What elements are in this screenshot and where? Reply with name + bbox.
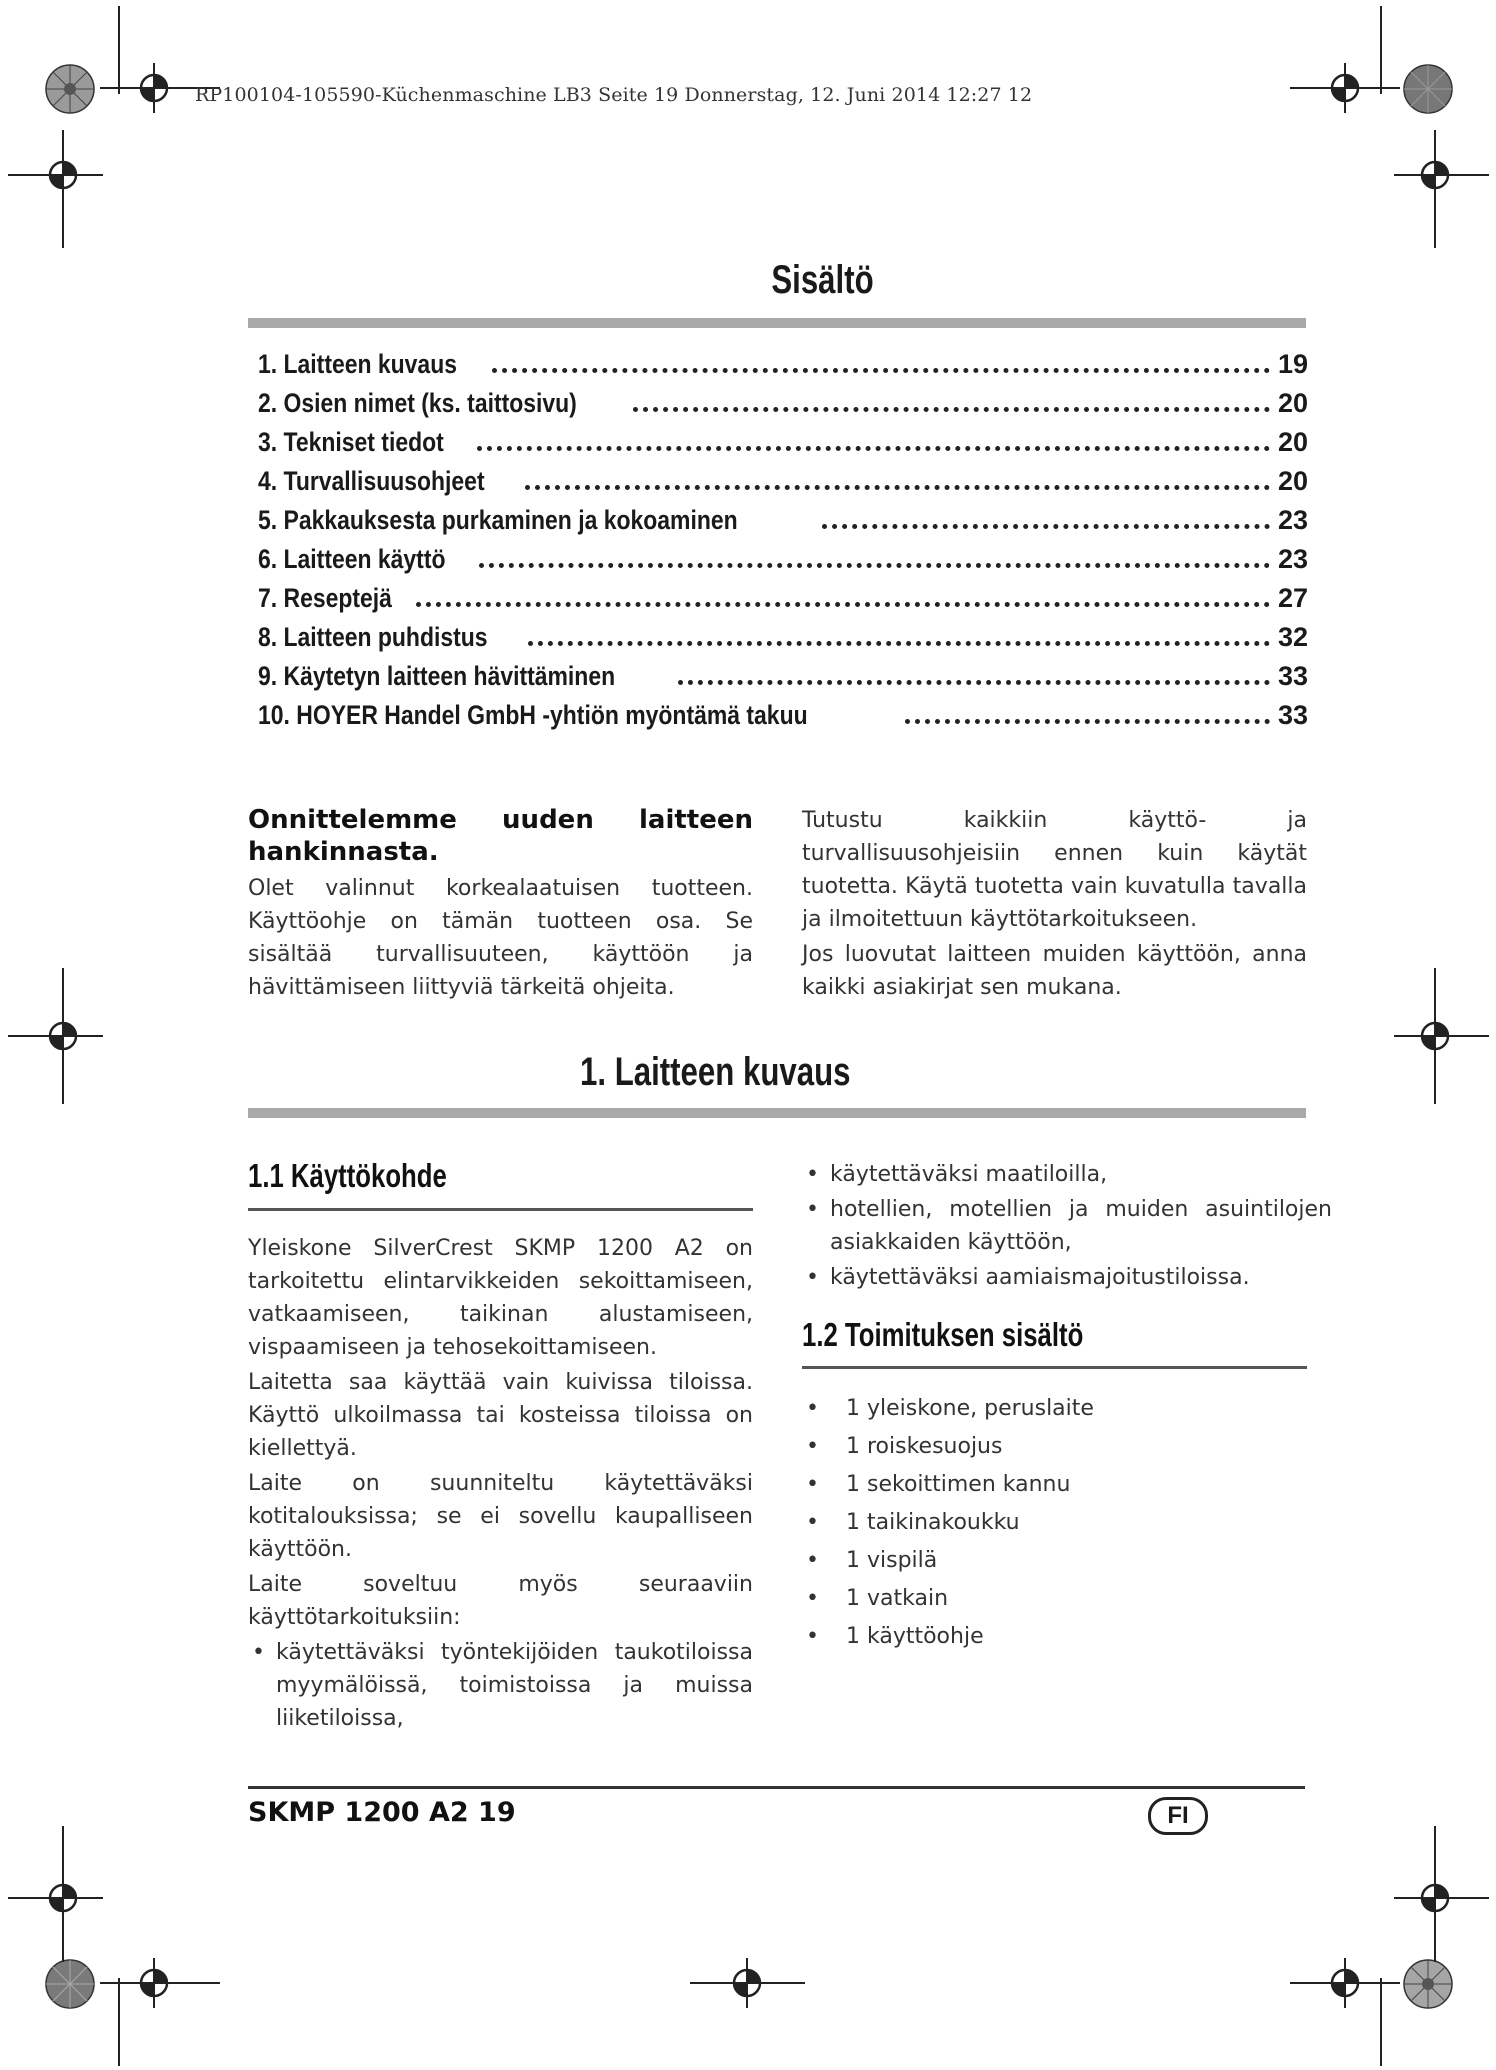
toc-entry-page: 33 — [1277, 661, 1308, 691]
toc-entry-label: 5. Pakkauksesta purkaminen ja kokoaminen — [258, 505, 738, 535]
usage-bullet-list — [802, 1158, 1332, 1294]
trim-line — [118, 1978, 120, 2066]
intro-right-column — [802, 804, 1307, 1006]
list-item: • 1 käyttöohje — [802, 1620, 1307, 1654]
toc-entry[interactable] — [258, 661, 1308, 700]
list-item: • 1 vatkain — [802, 1582, 1307, 1616]
trim-line — [8, 1897, 103, 1899]
trim-line — [8, 174, 103, 176]
list-item: • 1 roiskesuojus — [802, 1430, 1307, 1464]
toc-entry-page: 20 — [1277, 388, 1308, 418]
toc-entry-label: 6. Laitteen käyttö — [258, 544, 446, 574]
trim-line — [1380, 1978, 1382, 2066]
intro-heading: Onnittelemme uuden laitteen hankinnasta. — [248, 805, 753, 867]
list-item: • hotellien, motellien ja muiden asuintilojen asiakkaiden käyttöön, — [802, 1193, 1332, 1259]
subsection-1-1-continued — [802, 1158, 1332, 1296]
color-wheel-mark-top-right — [1402, 63, 1454, 115]
toc-title: Sisältö — [771, 258, 874, 302]
list-item: • 1 vispilä — [802, 1544, 1307, 1578]
intro-left-column — [248, 804, 753, 1006]
color-wheel-mark-bottom-right — [1402, 1958, 1454, 2010]
list-item: • käytettäväksi maatiloilla, — [802, 1158, 1332, 1191]
toc-entry-label: 2. Osien nimet (ks. taittosivu) — [258, 388, 577, 418]
toc-entry[interactable] — [258, 466, 1308, 505]
toc-leader-dots — [528, 641, 1270, 646]
toc-entry-page: 32 — [1277, 622, 1308, 652]
toc-entry[interactable] — [258, 583, 1308, 622]
delivery-contents — [802, 1392, 1307, 1658]
trim-line — [1290, 87, 1400, 89]
trim-line — [1394, 174, 1489, 176]
toc-entry-label: 1. Laitteen kuvaus — [258, 349, 457, 379]
delivery-contents-list — [802, 1392, 1307, 1654]
toc-entry-label: 4. Turvallisuusohjeet — [258, 466, 485, 496]
list-item: • 1 taikinakoukku — [802, 1506, 1307, 1540]
toc-entry[interactable] — [258, 544, 1308, 583]
body-paragraph: Laitetta saa käyttää vain kuivissa tiloissa. Käyttö ulkoilmassa tai kosteissa tiloissa on kiellettyä. — [248, 1370, 753, 1461]
trim-line — [8, 1035, 103, 1037]
footer-rule — [248, 1786, 1305, 1789]
subsection-1-1-body — [248, 1232, 753, 1737]
trim-line — [690, 1982, 805, 1984]
list-item: • 1 sekoittimen kannu — [802, 1468, 1307, 1502]
toc-entry[interactable] — [258, 505, 1308, 544]
toc-leader-dots — [492, 368, 1270, 373]
intro-paragraph: Olet valinnut korkealaatuisen tuotteen. Käyttöohje on tämän tuotteen osa. Se sisältää turvallisuuteen, käyttöön ja hävittämiseen liittyviä tärkeitä ohjeita. — [248, 876, 753, 1000]
table-of-contents — [258, 349, 1308, 739]
toc-entry-label: 10. HOYER Handel GmbH -yhtiön myöntämä takuu — [258, 700, 808, 730]
body-paragraph: Yleiskone SilverCrest SKMP 1200 A2 on tarkoitettu elintarvikkeiden sekoittamiseen, vatkaamiseen, taikinan alustamiseen, vispaamiseen ja tehosekoittamiseen. — [248, 1236, 753, 1360]
toc-entry-page: 23 — [1277, 505, 1308, 535]
toc-entry[interactable] — [258, 427, 1308, 466]
intro-paragraph: Tutustu kaikkiin käyttö- ja turvallisuusohjeisiin ennen kuin käytät tuotetta. Käytä tuotetta vain kuvatulla tavalla ja ilmoitettuun käyttötarkoitukseen. — [802, 808, 1307, 932]
section-title: 1. Laitteen kuvaus — [580, 1050, 851, 1094]
toc-leader-dots — [416, 602, 1270, 607]
trim-line — [1394, 1035, 1489, 1037]
trim-line — [1394, 1897, 1489, 1899]
toc-leader-dots — [525, 485, 1270, 490]
toc-entry[interactable] — [258, 388, 1308, 427]
footer-model-page: SKMP 1200 A2 19 — [248, 1797, 516, 1828]
toc-entry[interactable] — [258, 622, 1308, 661]
language-badge: FI — [1148, 1797, 1208, 1835]
subsection-title-1-2: 1.2 Toimituksen sisältö — [802, 1316, 1084, 1353]
toc-entry-page: 20 — [1277, 466, 1308, 496]
toc-leader-dots — [479, 563, 1270, 568]
usage-bullet-list — [248, 1636, 753, 1735]
subsection-title-1-1: 1.1 Käyttökohde — [248, 1157, 447, 1194]
trim-line — [62, 1826, 64, 1962]
trim-line — [1380, 6, 1382, 94]
list-item: • käytettäväksi työntekijöiden taukotiloissa myymälöissä, toimistoissa ja muissa liiketiloissa, — [248, 1636, 753, 1735]
toc-entry[interactable] — [258, 349, 1308, 388]
toc-entry-page: 27 — [1277, 583, 1308, 613]
subsection-underline — [802, 1366, 1307, 1369]
toc-entry-label: 9. Käytetyn laitteen hävittäminen — [258, 661, 616, 691]
toc-leader-dots — [678, 680, 1270, 685]
list-item: • käytettäväksi aamiaismajoitustiloissa. — [802, 1261, 1332, 1294]
toc-entry-label: 8. Laitteen puhdistus — [258, 622, 488, 652]
subsection-underline — [248, 1208, 753, 1211]
body-paragraph: Laite soveltuu myös seuraaviin käyttötarkoituksiin: — [248, 1572, 753, 1630]
color-wheel-mark-bottom-left — [44, 1958, 96, 2010]
trim-line — [118, 6, 120, 94]
trim-line — [1290, 1982, 1400, 1984]
trim-line — [62, 130, 64, 248]
toc-entry-label: 3. Tekniset tiedot — [258, 427, 444, 457]
trim-line — [1434, 1826, 1436, 1962]
trim-line — [100, 1982, 220, 1984]
toc-entry[interactable] — [258, 700, 1308, 739]
toc-leader-dots — [633, 407, 1270, 412]
toc-divider — [248, 318, 1306, 328]
trim-line — [1434, 130, 1436, 248]
toc-leader-dots — [905, 719, 1270, 724]
toc-entry-page: 19 — [1277, 349, 1308, 379]
list-item: • 1 yleiskone, peruslaite — [802, 1392, 1307, 1426]
toc-entry-page: 33 — [1277, 700, 1308, 730]
toc-entry-page: 20 — [1277, 427, 1308, 457]
intro-paragraph: Jos luovutat laitteen muiden käyttöön, anna kaikki asiakirjat sen mukana. — [802, 942, 1307, 1000]
body-paragraph: Laite on suunniteltu käytettäväksi kotitalouksissa; se ei sovellu kaupalliseen käyttöön. — [248, 1471, 753, 1562]
color-wheel-mark-top-left — [44, 63, 96, 115]
toc-leader-dots — [822, 524, 1270, 529]
toc-entry-page: 23 — [1277, 544, 1308, 574]
toc-entry-label: 7. Reseptejä — [258, 583, 392, 613]
toc-leader-dots — [477, 446, 1270, 451]
section-divider — [248, 1108, 1306, 1118]
print-slug: RP100104-105590-Küchenmaschine LB3 Seite 19 Donnerstag, 12. Juni 2014 12:27 12 — [195, 84, 1033, 106]
